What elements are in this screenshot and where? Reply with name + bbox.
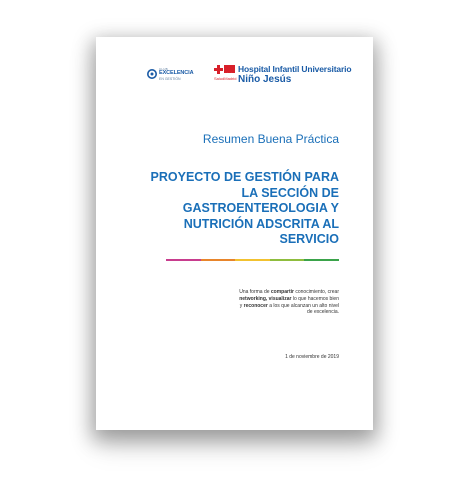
intro-text: Una forma de [239,289,271,295]
document-date: 1 de noviembre de 2019 [285,354,339,360]
hospital-logo [214,64,354,86]
hospital-name-line2: Niño Jesús [238,74,292,85]
intro-paragraph [189,289,339,316]
club-logo-sub: EN GESTIÓN [159,77,181,81]
rainbow-divider [166,259,339,261]
document-title [109,170,339,248]
club-excelencia-logo [147,67,209,83]
divider-segment [304,259,339,261]
hospital-name-line1: Hospital Infantil Universitario [238,64,352,74]
intro-line [189,296,339,303]
title-line: GASTROENTEROLOGIA Y [182,201,339,215]
intro-text: a los que alcanzan un alto nivel [267,302,339,309]
club-logo-small: CLUB [159,67,168,71]
intro-text: lo que hacemos bien [291,295,339,302]
title-line: NUTRICIÓN ADSCRITA AL [183,216,339,231]
divider-segment [270,259,305,261]
intro-bold-text: networking, visualizar [239,295,292,302]
document-subtitle: Resumen Buena Práctica [202,132,339,146]
intro-line [189,303,339,310]
svg-text:★★: ★★ [225,71,234,77]
intro-line [189,289,339,296]
intro-text: conocimiento, crear [293,289,339,295]
document-cover-page [96,37,373,430]
divider-segment [166,259,201,261]
title-line: SERVICIO [279,232,339,246]
madrid-flag-icon [224,65,235,77]
intro-bold-text: compartir [270,289,294,295]
club-excelencia-mark-icon [147,69,157,79]
intro-text: y [239,302,244,309]
hospital-cross-icon [214,65,223,74]
title-line: PROYECTO DE GESTIÓN PARA [150,170,339,184]
divider-segment [235,259,270,261]
divider-segment [201,259,236,261]
intro-bold-text: reconocer [243,302,268,309]
salud-madrid-label: SaludMadrid [214,76,237,81]
club-logo-main: EXCELENCIA [159,70,194,76]
intro-line: de excelencia. [307,309,339,316]
title-line: LA SECCIÓN DE [241,185,339,200]
